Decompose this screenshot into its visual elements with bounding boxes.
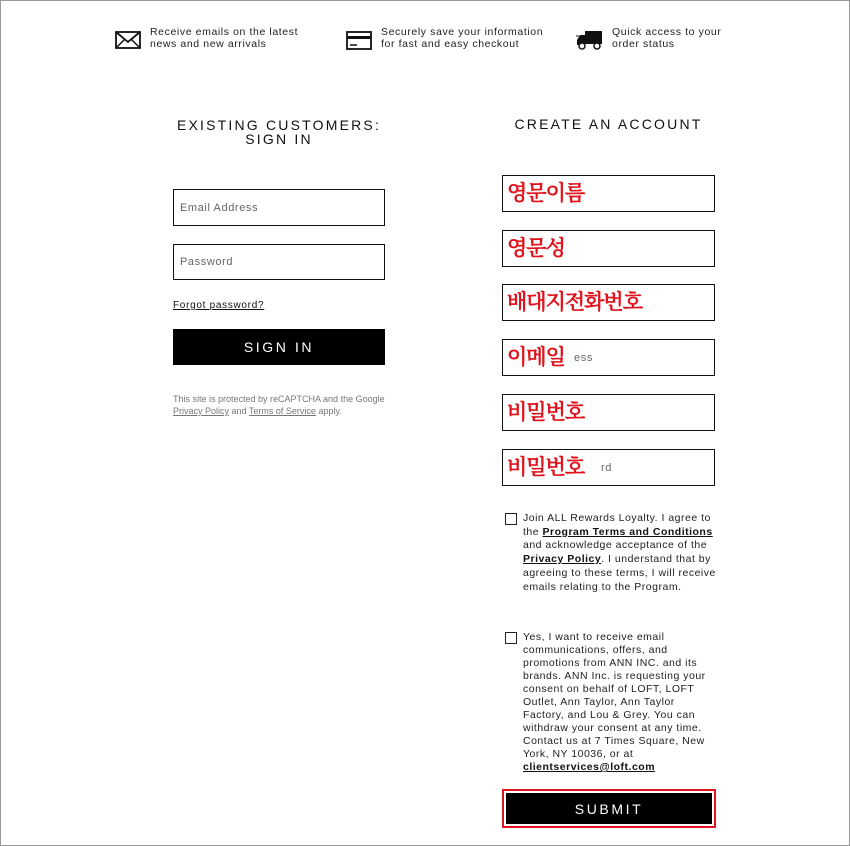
terms-of-service-link[interactable]: Terms of Service [248,406,316,416]
credit-card-icon [345,28,373,52]
consent-text: Join ALL Rewards Loyalty. I agree to the [523,512,711,538]
recaptcha-text: This site is protected by reCAPTCHA and the Google [173,394,385,404]
envelope-icon [114,28,142,52]
email-consent-checkbox[interactable] [505,632,517,644]
benefit-line: Receive emails on the latest [150,26,299,38]
signin-heading-line2: SIGN IN [245,131,313,147]
submit-button[interactable]: SUBMIT [506,793,712,824]
create-account-heading: CREATE AN ACCOUNT [514,116,703,132]
signin-email-input[interactable] [174,190,384,225]
benefit-checkout [345,26,543,52]
truck-icon [576,28,604,52]
benefit-line: for fast and easy checkout [381,38,520,50]
consent-text: . I understand that by agreeing to these terms, I will receive emails relating to the Program. [523,553,716,593]
password-field[interactable] [502,394,715,431]
signin-heading-line1: EXISTING CUSTOMERS: [176,117,382,133]
recaptcha-text: apply. [318,406,342,416]
signin-heading [173,118,385,146]
benefit-emails [114,26,298,52]
benefit-text [150,26,298,50]
recaptcha-notice [173,393,393,417]
loyalty-consent-text [523,512,719,594]
recaptcha-text: and [231,406,247,416]
signin-password-field[interactable] [173,244,385,280]
phone-field[interactable] [502,284,715,321]
email-consent-text [523,631,719,774]
benefit-text [612,26,721,50]
signin-password-input[interactable] [174,245,384,279]
annotation-label: 비밀번호 [507,455,585,479]
loyalty-privacy-policy-link[interactable]: Privacy Policy [523,553,602,566]
last-name-field[interactable] [502,230,715,267]
privacy-policy-link[interactable]: Privacy Policy [173,406,230,416]
annotation-label: 배대지전화번호 [507,290,643,314]
submit-highlight [502,789,716,828]
client-services-email-link[interactable]: clientservices@loft.com [523,761,656,773]
benefit-line: Securely save your information [381,26,544,38]
signin-email-field[interactable] [173,189,385,226]
confirm-password-placeholder: rd [601,461,612,474]
consent-text: and acknowledge acceptance of the [523,539,708,552]
confirm-password-field[interactable] [502,449,715,486]
benefit-text [381,26,543,50]
first-name-field[interactable] [502,175,715,212]
annotation-label: 영문이름 [507,181,585,205]
email-field[interactable] [502,339,715,376]
email-placeholder: ess [574,351,593,364]
benefit-line: news and new arrivals [150,38,267,50]
forgot-password-link[interactable]: Forgot password? [173,300,265,311]
consent-text: Yes, I want to receive email communications, offers, and promotions from ANN INC. and its brands. ANN Inc. is requesting your consent on behalf of LOFT, LOFT Outlet, Ann Taylor, Ann Taylor Factory, and Lou & Grey. You can withdraw your consent at any time. Contact us at 7 Times Square, New York, NY 10036, or at [523,631,706,760]
loyalty-checkbox[interactable] [505,513,517,525]
benefit-line: order status [612,38,675,50]
sign-in-button[interactable]: SIGN IN [173,329,385,365]
program-terms-link[interactable]: Program Terms and Conditions [542,525,713,538]
annotation-label: 영문성 [507,236,565,260]
benefit-orders [576,26,721,52]
annotation-label: 이메일 [507,345,565,369]
annotation-label: 비밀번호 [507,400,585,424]
benefit-line: Quick access to your [612,26,722,38]
